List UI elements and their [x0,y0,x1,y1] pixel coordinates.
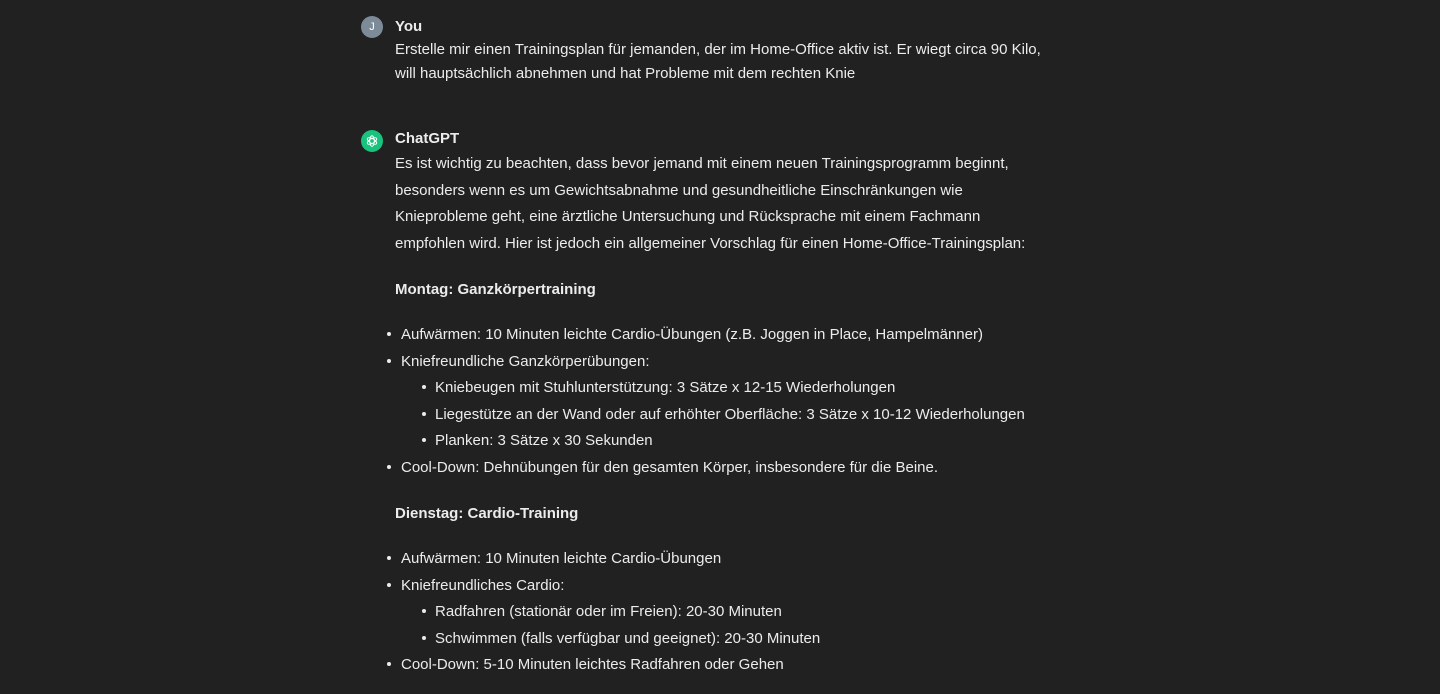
user-message-text [395,38,1055,86]
assistant-author-name: ChatGPT [395,130,460,147]
section-heading: Dienstag: Cardio-Training [395,505,579,522]
intro-line: Es ist wichtig zu beachten, dass bevor jemand mit einem neuen Trainingsprogramm beginnt, [395,155,1009,172]
openai-logo-icon [365,134,379,148]
list-item: Cool-Down: 5-10 Minuten leichtes Radfahren oder Gehen [395,652,1045,679]
list-item [395,349,1045,376]
intro-line: besonders wenn es um Gewichtsabnahme und gesundheitliche Einschränkungen wie [395,181,963,199]
user-text-line: will hauptsächlich abnehmen und hat Probleme mit dem rechten Knie [395,65,856,82]
section-list [395,546,1045,679]
section-heading: Montag: Ganzkörpertraining [395,281,596,298]
sub-list-item: Liegestütze an der Wand oder auf erhöhter Oberfläche: 3 Sätze x 10-12 Wiederholungen [395,402,1045,429]
assistant-message [361,130,1045,679]
user-author-name: You [395,18,423,35]
intro-line: Knieprobleme geht, eine ärztliche Untersuchung und Rücksprache mit einem Fachmann [395,208,981,225]
intro-line: empfohlen wird. Hier ist jedoch ein allgemeiner Vorschlag für einen Home-Office-Trainingsplan: [395,234,1026,252]
assistant-avatar [361,130,383,152]
section-list [395,322,1045,481]
section-monday [395,277,1045,481]
sub-list-item: Radfahren (stationär oder im Freien): 20-30 Minuten [395,599,1045,626]
sub-list-item: Kniebeugen mit Stuhlunterstützung: 3 Sätze x 12-15 Wiederholungen [395,375,1045,402]
list-item: Aufwärmen: 10 Minuten leichte Cardio-Übungen [395,546,1045,573]
user-text-line: Erstelle mir einen Trainingsplan für jemanden, der im Home-Office aktiv ist. Er wiegt circa 90 Kilo, [395,41,1041,58]
sub-list-item: Planken: 3 Sätze x 30 Sekunden [395,428,1045,455]
list-item: Aufwärmen: 10 Minuten leichte Cardio-Übungen (z.B. Joggen in Place, Hampelmänner) [395,322,1045,349]
user-avatar [361,16,383,38]
user-avatar-initial: J [369,21,375,33]
assistant-intro [395,151,1045,257]
sub-list-item: Schwimmen (falls verfügbar und geeignet): 20-30 Minuten [395,626,1045,653]
section-tuesday [395,501,1045,679]
list-item-text: Kniefreundliche Ganzkörperübungen: [401,352,650,370]
list-item: Cool-Down: Dehnübungen für den gesamten Körper, insbesondere für die Beine. [395,455,1045,482]
user-message [361,16,1055,86]
list-item-text: Kniefreundliches Cardio: [401,576,565,594]
list-item [395,573,1045,600]
